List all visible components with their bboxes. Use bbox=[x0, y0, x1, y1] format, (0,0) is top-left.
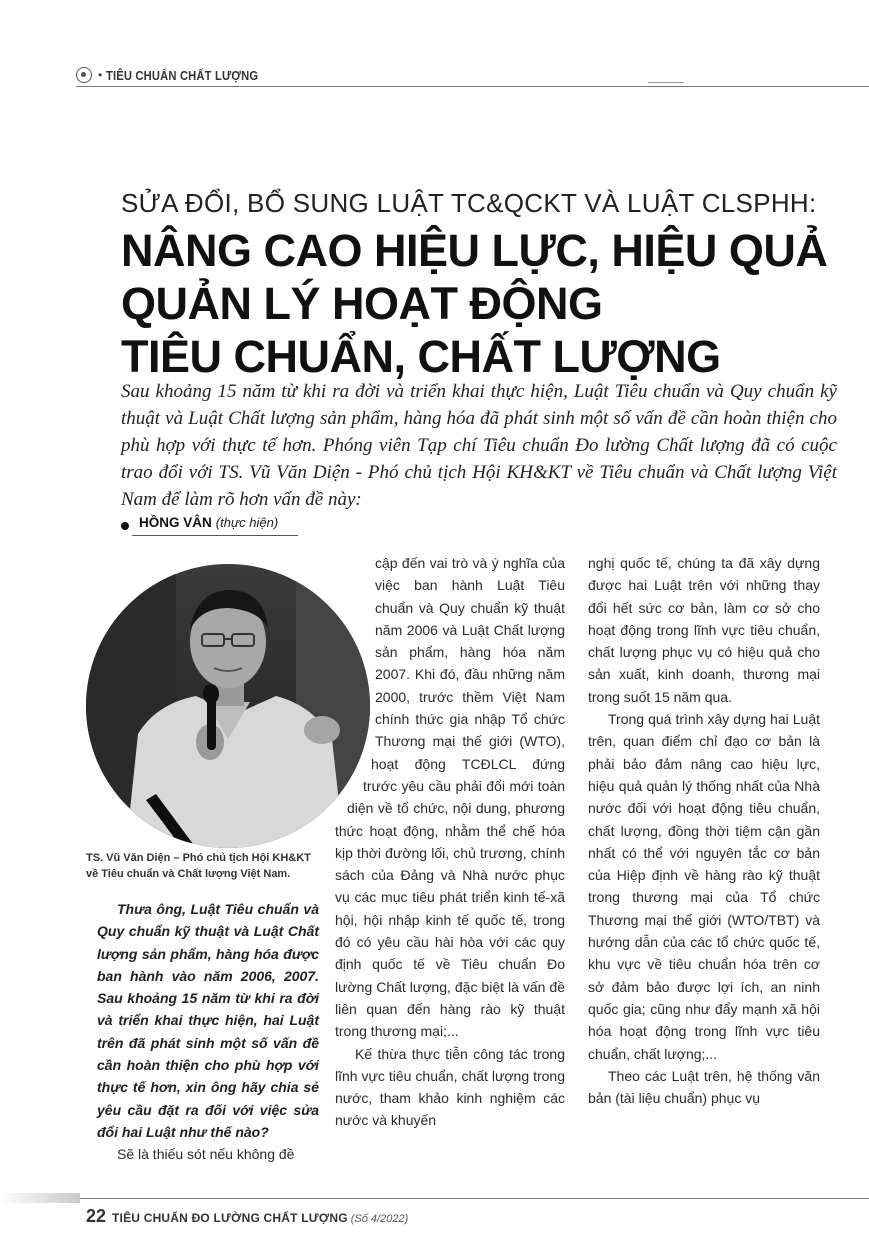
title-line-3: TIÊU CHUẨN, CHẤT LƯỢNG bbox=[121, 331, 721, 382]
column-2-paragraph-2: Kế thừa thực tiễn công tác trong lĩnh vực tiêu chuẩn, chất lượng trong nước, tham khảo kinh nghiệm các nước và khuyến bbox=[335, 1045, 565, 1129]
column-2 bbox=[335, 552, 565, 1132]
column-3-paragraph-3: Theo các Luật trên, hệ thống văn bản (tài liệu chuẩn) phục vụ bbox=[588, 1067, 820, 1107]
issue-number: (Số 4/2022) bbox=[350, 1213, 409, 1225]
column-2-paragraph-1: cập đến vai trò và ý nghĩa của việc ban hành Luật Tiêu chuẩn và Quy chuẩn kỹ thuật năm 2006 và Luật Chất lượng sản phẩm, hàng hóa năm 2007. Khi đó, đầu những năm 2000, trước thềm Việt Nam chính thức gia nhập Tổ chức Thương mại thế giới (WTO), hoạt động TCĐLCL đứng trước yêu cầu phải đổi mới toàn diện về tổ chức, nội dung, phương thức hoạt động, nhằm thể chế hóa kịp thời đường lối, chủ trương, chính sách của Đảng và Nhà nước phục vụ các mục tiêu phát triển kinh tế-xã hội, hội nhập kinh tế quốc tế, trong đó có yêu cầu hài hòa với các quy định quốc tế về Tiêu chuẩn Đo lường Chất lượng, đặc biệt là vấn đề liên quan đến hàng rào kỹ thuật trong thương mại;... bbox=[335, 555, 565, 1040]
column-1 bbox=[97, 898, 319, 1166]
magazine-logo-icon bbox=[76, 67, 92, 83]
byline-rule bbox=[132, 535, 298, 536]
author-role: (thực hiện) bbox=[215, 515, 279, 530]
section-label: TIÊU CHUẨN CHẤT LƯỢNG bbox=[106, 67, 259, 83]
column-3-paragraph-2: Trong quá trình xây dựng hai Luật trên, quan điểm chỉ đạo cơ bản là phải bảo đảm nâng cao hiệu lực, hiệu quả quản lý thống nhất của Nhà nước đối với hoạt động tiêu chuẩn, chất lượng, đồng thời tiệm cận gần nhất có thể với nguyên tắc cơ bản của Hiệp định về hàng rào kỹ thuật trong thương mại của Tổ chức Thương mại thế giới (WTO/TBT) và hướng dẫn của các tổ chức quốc tế, khu vực về tiêu chuẩn hóa trên cơ sở đảm bảo được lợi ích, an ninh quốc gia; cũng như đẩy mạnh xã hội hóa hoạt động trong lĩnh vực tiêu chuẩn, chất lượng;... bbox=[588, 711, 820, 1062]
footer-bar bbox=[0, 1193, 80, 1203]
interview-question: Thưa ông, Luật Tiêu chuẩn và Quy chuẩn kỹ thuật và Luật Chất lượng sản phẩm, hàng hóa được ban hành vào năm 2006, 2007. Sau khoảng 15 năm từ khi ra đời và triển khai thực hiện, hai Luật trên đã phát sinh một số vấn đề cần hoàn thiện cho phù hợp với thực tế hơn, xin ông hãy chia sẻ yêu cầu đặt ra đối với việc sửa đổi hai Luật như thế nào? bbox=[97, 901, 319, 1140]
header-bullet: • bbox=[98, 68, 103, 82]
article-lede: Sau khoảng 15 năm từ khi ra đời và triển khai thực hiện, Luật Tiêu chuẩn và Quy chuẩn kỹ thuật và Luật Chất lượng sản phẩm, hàng hóa đã phát sinh một số vấn đề cần hoàn thiện cho phù hợp với thực tế hơn. Phóng viên Tạp chí Tiêu chuẩn Đo lường Chất lượng đã có cuộc trao đổi với TS. Vũ Văn Diện - Phó chủ tịch Hội KH&KT về Tiêu chuẩn và Chất lượng Việt Nam để làm rõ hơn vấn đề này: bbox=[121, 381, 837, 510]
header-dash bbox=[648, 82, 684, 83]
author-name: HỒNG VÂN bbox=[139, 515, 212, 530]
portrait-illustration bbox=[86, 564, 370, 848]
title-line-1: NÂNG CAO HIỆU LỰC, HIỆU QUẢ bbox=[121, 225, 828, 276]
article-title bbox=[121, 224, 841, 383]
page-number: 22 bbox=[86, 1206, 107, 1226]
answer-start: Sẽ là thiếu sót nếu không đề bbox=[117, 1146, 295, 1163]
running-header bbox=[76, 64, 283, 86]
footer-rule bbox=[80, 1198, 869, 1199]
header-rule bbox=[76, 86, 869, 87]
byline-dot-icon bbox=[121, 522, 129, 530]
photo-caption: TS. Vũ Văn Diện – Phó chủ tịch Hội KH&KT về Tiêu chuẩn và Chất lượng Việt Nam. bbox=[86, 852, 311, 880]
page-footer bbox=[86, 1206, 408, 1227]
byline bbox=[121, 515, 278, 530]
article-kicker: SỬA ĐỔI, BỔ SUNG LUẬT TC&QCKT VÀ LUẬT CLSPHH: bbox=[121, 188, 817, 218]
title-line-2: QUẢN LÝ HOẠT ĐỘNG bbox=[121, 278, 603, 329]
magazine-name: TIÊU CHUẨN ĐO LƯỜNG CHẤT LƯỢNG bbox=[112, 1211, 348, 1225]
column-3 bbox=[588, 552, 820, 1109]
column-3-paragraph-1: nghị quốc tế, chúng ta đã xây dựng được hai Luật trên với những thay đổi hết sức cơ bản, làm cơ sở cho hoạt động trong lĩnh vực tiêu chuẩn, chất lượng phục vụ có hiệu quả cho sản xuất, kinh doanh, thương mại trong suốt 15 năm qua. bbox=[588, 555, 820, 705]
portrait-photo bbox=[86, 564, 370, 848]
